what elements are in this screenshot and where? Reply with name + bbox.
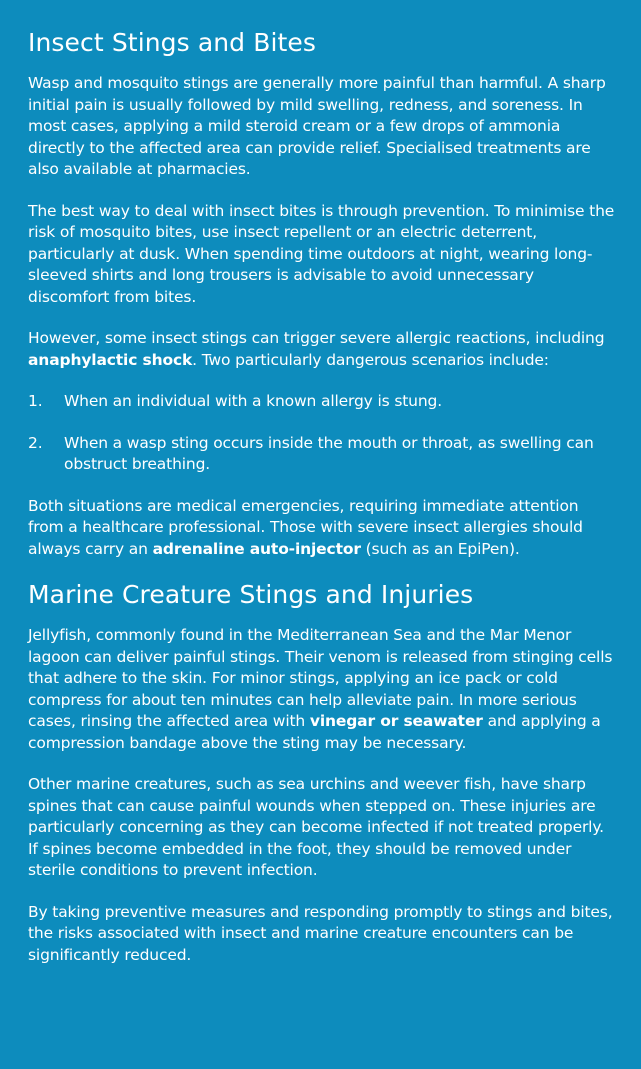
list-item-text: When an individual with a known allergy is stung. [64,392,442,410]
marine-paragraph-3: By taking preventive measures and responding promptly to stings and bites, the risks associated with insect and marine creature encounters can be significantly reduced. [28,902,613,964]
list-item-text: When a wasp sting occurs inside the mouth or throat, as swelling can obstruct breathing. [64,433,594,473]
insect-paragraph-1: Wasp and mosquito stings are generally more painful than harmful. A sharp initial pain is usually followed by mild swelling, redness, and soreness. In most cases, applying a mild steroid cream or a few drops of ammonia directly to the affected area can provide relief. Specialised treatments are also available at pharmacies. [28,74,606,178]
list-item-number: 1. [28,392,43,410]
list-item [28,433,617,476]
insect-paragraph-4 [28,496,617,561]
insect-paragraph-3 [28,328,617,371]
auto-injector-emphasis: adrenaline auto-injector [152,539,361,558]
marine-section-heading: Marine Creature Stings and Injuries [28,580,474,609]
marine-paragraph-2: Other marine creatures, such as sea urchins and weever fish, have sharp spines that can cause painful wounds when stepped on. These injuries are particularly concerning as they can become infected if not treated properly. If spines become embedded in the foot, they should be removed under sterile conditions to prevent infection. [28,775,604,879]
insect-section-heading: Insect Stings and Bites [28,28,317,57]
marine-paragraph-1 [28,625,617,754]
insect-p3-text-start: However, some insect stings can trigger severe allergic reactions, including [28,329,605,347]
insect-p4-text-end: (such as an EpiPen). [360,539,520,558]
insect-p3-text-end: . Two particularly dangerous scenarios include: [192,350,549,369]
marine-p1-text-start: Jellyfish, commonly found in the Mediterranean Sea and the Mar Menor lagoon can deliver painful stings. Their venom is released from stinging cells that adhere to the skin. For minor stings, applying an ice pack or cold compress for about ten minutes can help alleviate pain. In more serious cases, rinsing the affected area with [28,626,613,730]
dangerous-scenarios-list [28,391,617,476]
marine-p1-text-end: and applying a compression bandage above the sting may be necessary. [28,712,601,752]
list-item [28,391,617,413]
anaphylactic-shock-emphasis: anaphylactic shock [28,350,193,369]
list-item-number: 2. [28,433,43,452]
insect-p4-text-start: Both situations are medical emergencies, requiring immediate attention from a healthcare professional. Those with severe insect allergies should always carry an [28,496,583,558]
vinegar-seawater-emphasis: vinegar or seawater [309,712,483,730]
insect-paragraph-2: The best way to deal with insect bites is through prevention. To minimise the risk of mosquito bites, use insect repellent or an electric deterrent, particularly at dusk. When spending time outdoors at night, wearing long-sleeved shirts and long trousers is advisable to avoid unnecessary discomfort from bites. [28,201,615,306]
